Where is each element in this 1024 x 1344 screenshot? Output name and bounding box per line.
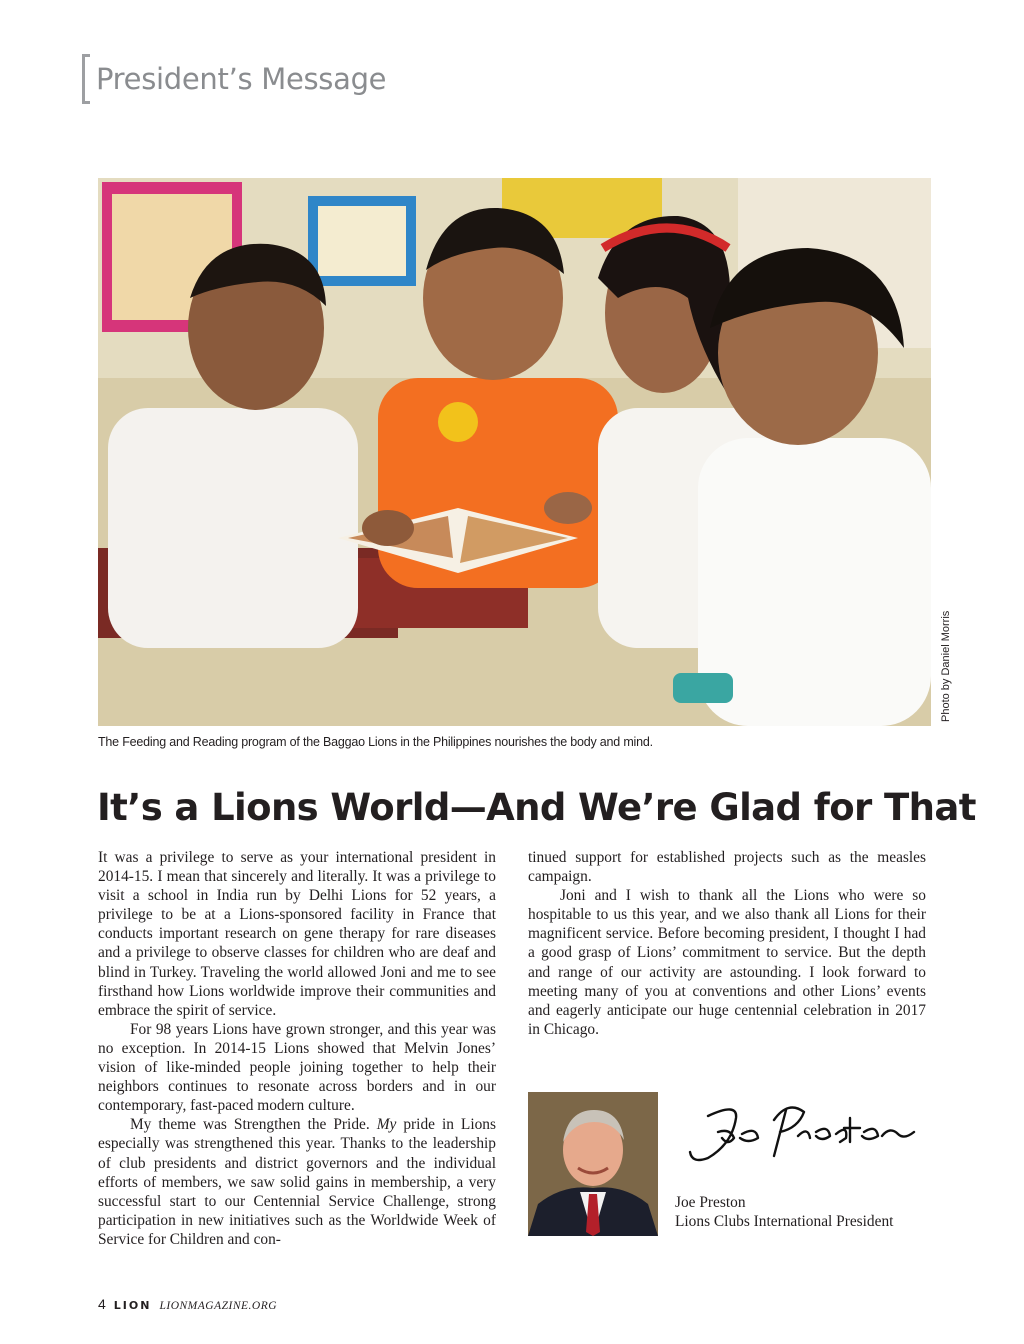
body-paragraph-theme [98,1115,496,1249]
article-column-left [98,848,496,1249]
section-header [82,52,386,106]
body-paragraph: Joni and I wish to thank all the Lions who were so hospitable to us this year, and we also thank all Lions for their magnificent service. Before becoming president, I thought I had a good grasp of Lions’ commitment to service. But the depth and range of our activity are astounding. I look forward to meeting many of you at conventions and other Lions’ events and eagerly anticipate our huge centennial celebration in 2017 in Chicago. [528,887,926,1038]
body-paragraph: For 98 years Lions have grown stronger, and this year was no exception. In 2014-15 Lions showed that Melvin Jones’ vision of like-minded people joining together to help their neighbors continues to resonate across borders and in our contemporary, fast-paced modern culture. [98,1020,496,1115]
president-portrait [528,1092,658,1236]
website-link[interactable]: LIONMAGAZINE.ORG [159,1300,278,1312]
body-paragraph: tinued support for established projects such as the measles campaign. [528,849,926,886]
signoff-name: Joe Preston [675,1194,746,1211]
page-footer [98,1296,277,1314]
signature-graphic [678,1098,918,1168]
article-column-right [528,848,926,1039]
signoff-title: Lions Clubs International President [675,1213,894,1230]
section-title: President’s Message [96,62,387,96]
feature-photo [98,178,931,726]
president-portrait-illustration [528,1092,658,1236]
publication-name: LION [113,1299,152,1312]
article-headline: It’s a Lions World—And We’re Glad for That [97,786,976,829]
theme-text-before: My theme was Strengthen the Pride. [130,1116,377,1134]
theme-text-italic: My [376,1116,397,1134]
theme-text-after: pride in Lions especially was strengthened this year. Thanks to the leadership of club presidents and district governors and the individual efforts of members, we saw solid gains in membership, a very successful start to our Centennial Service Challenge, strong participation in new initiatives such as the Worldwide Week of Service for Children and con- [98,1116,496,1248]
feature-photo-illustration [98,178,931,726]
signature [678,1098,918,1168]
page-number: 4 [98,1296,106,1312]
photo-caption: The Feeding and Reading program of the Baggao Lions in the Philippines nourishes the body and mind. [98,735,653,749]
header-bracket [82,54,90,104]
photo-credit: Photo by Daniel Morris [940,610,952,722]
body-paragraph: It was a privilege to serve as your international president in 2014-15. I mean that sincerely and literally. It was a privilege to visit a school in India run by Delhi Lions for 52 years, a privilege to be at a Lions-sponsored facility in France that conducts important research on gene therapy for rare diseases and a privilege to observe classes for children who are deaf and blind in Turkey. Traveling the world allowed Joni and me to see firsthand how Lions worldwide improve their communities and embrace the spirit of service. [98,849,496,1019]
